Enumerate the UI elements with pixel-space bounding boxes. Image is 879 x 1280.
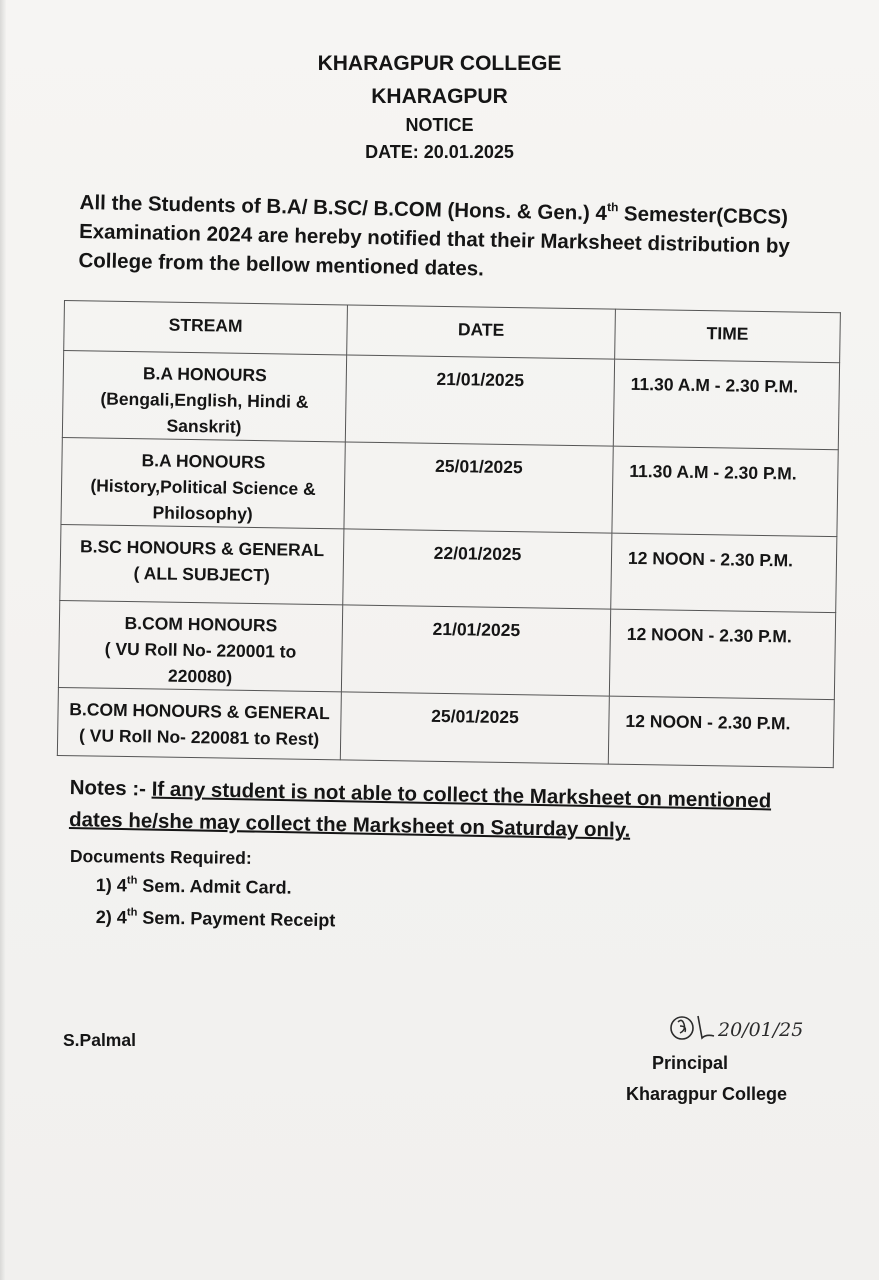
table-row xyxy=(61,437,838,536)
stream-line: B.A HONOURS xyxy=(141,450,266,473)
doc-text: Sem. Admit Card. xyxy=(137,875,292,898)
document-item-admit-card xyxy=(96,875,292,899)
document-item-payment-receipt xyxy=(96,907,336,931)
doc-num: 1) 4 xyxy=(95,875,128,896)
stream-line: ( VU Roll No- 220001 to xyxy=(104,638,297,662)
stream-line: ( VU Roll No- 220081 to Rest) xyxy=(78,725,320,750)
doc-sup: th xyxy=(126,906,138,919)
table-row xyxy=(57,687,834,767)
stream-line: ( ALL SUBJECT) xyxy=(133,563,270,586)
date-cell: 25/01/2025 xyxy=(344,442,613,533)
stream-cell xyxy=(62,351,346,442)
stream-line: B.A HONOURS xyxy=(142,363,267,386)
time-cell: 11.30 A.M - 2.30 P.M. xyxy=(612,446,838,537)
time-cell: 12 NOON - 2.30 P.M. xyxy=(608,696,834,768)
principal-college: Kharagpur College xyxy=(626,1084,788,1104)
time-cell: 12 NOON - 2.30 P.M. xyxy=(611,533,837,613)
stream-cell xyxy=(60,524,344,604)
intro-text-2: Semester(CBCS) Examination 2024 are hereby notified that their Marksheet distribution by College from the bellow mentioned dates. xyxy=(78,202,791,281)
time-cell: 11.30 A.M - 2.30 P.M. xyxy=(613,359,839,450)
college-city: KHARAGPUR xyxy=(371,85,508,108)
stream-line: B.COM HONOURS & GENERAL xyxy=(69,699,330,724)
intro-paragraph xyxy=(78,188,840,291)
stream-line: (History,Political Science & xyxy=(90,475,316,499)
stream-cell xyxy=(57,687,341,759)
table-row xyxy=(62,351,839,450)
schedule-table-wrap xyxy=(57,300,840,758)
doc-text: Sem. Payment Receipt xyxy=(137,907,336,931)
header-date: DATE xyxy=(347,305,616,359)
doc-sup: th xyxy=(126,874,138,887)
stream-line: Philosophy) xyxy=(152,502,253,524)
doc-num: 2) 4 xyxy=(95,907,128,928)
stream-line: Sanskrit) xyxy=(166,415,242,437)
header-time: TIME xyxy=(615,309,841,363)
notice-date: DATE: 20.01.2025 xyxy=(365,142,514,162)
handwritten-signature xyxy=(668,1004,818,1052)
stream-line: B.SC HONOURS & GENERAL xyxy=(79,536,325,561)
table-row xyxy=(60,524,837,612)
stream-line: (Bengali,English, Hindi & xyxy=(100,388,309,412)
intro-text-1: All the Students of B.A/ B.SC/ B.COM (Hons. & Gen.) 4 xyxy=(79,190,608,226)
page-edge xyxy=(0,0,6,1280)
notes-paragraph xyxy=(69,772,810,850)
date-cell: 21/01/2025 xyxy=(341,605,610,696)
notes-text: If any student is not able to collect the Marksheet on mentioned dates he/she may collect the Marksheet on Saturday only. xyxy=(68,777,772,842)
table-row xyxy=(58,600,835,699)
date-cell: 25/01/2025 xyxy=(340,692,609,764)
date-cell: 21/01/2025 xyxy=(345,355,614,446)
date-cell: 22/01/2025 xyxy=(343,529,612,609)
time-cell: 12 NOON - 2.30 P.M. xyxy=(609,609,835,700)
stream-cell xyxy=(58,600,342,691)
documents-heading: Documents Required: xyxy=(69,846,252,868)
principal-title: Principal xyxy=(652,1053,729,1073)
schedule-table xyxy=(57,300,841,768)
signature-date: 20/01/25 xyxy=(718,1019,804,1041)
stream-line: 220080) xyxy=(167,665,233,687)
notes-label: Notes :- xyxy=(69,775,152,801)
signatory-left: S.Palmal xyxy=(63,1030,136,1050)
stream-line: B.COM HONOURS xyxy=(124,612,278,636)
header-stream: STREAM xyxy=(64,301,348,355)
college-name: KHARAGPUR COLLEGE xyxy=(317,52,562,75)
stream-cell xyxy=(61,437,345,528)
notice-title: NOTICE xyxy=(405,115,474,135)
intro-sup: th xyxy=(606,200,619,215)
